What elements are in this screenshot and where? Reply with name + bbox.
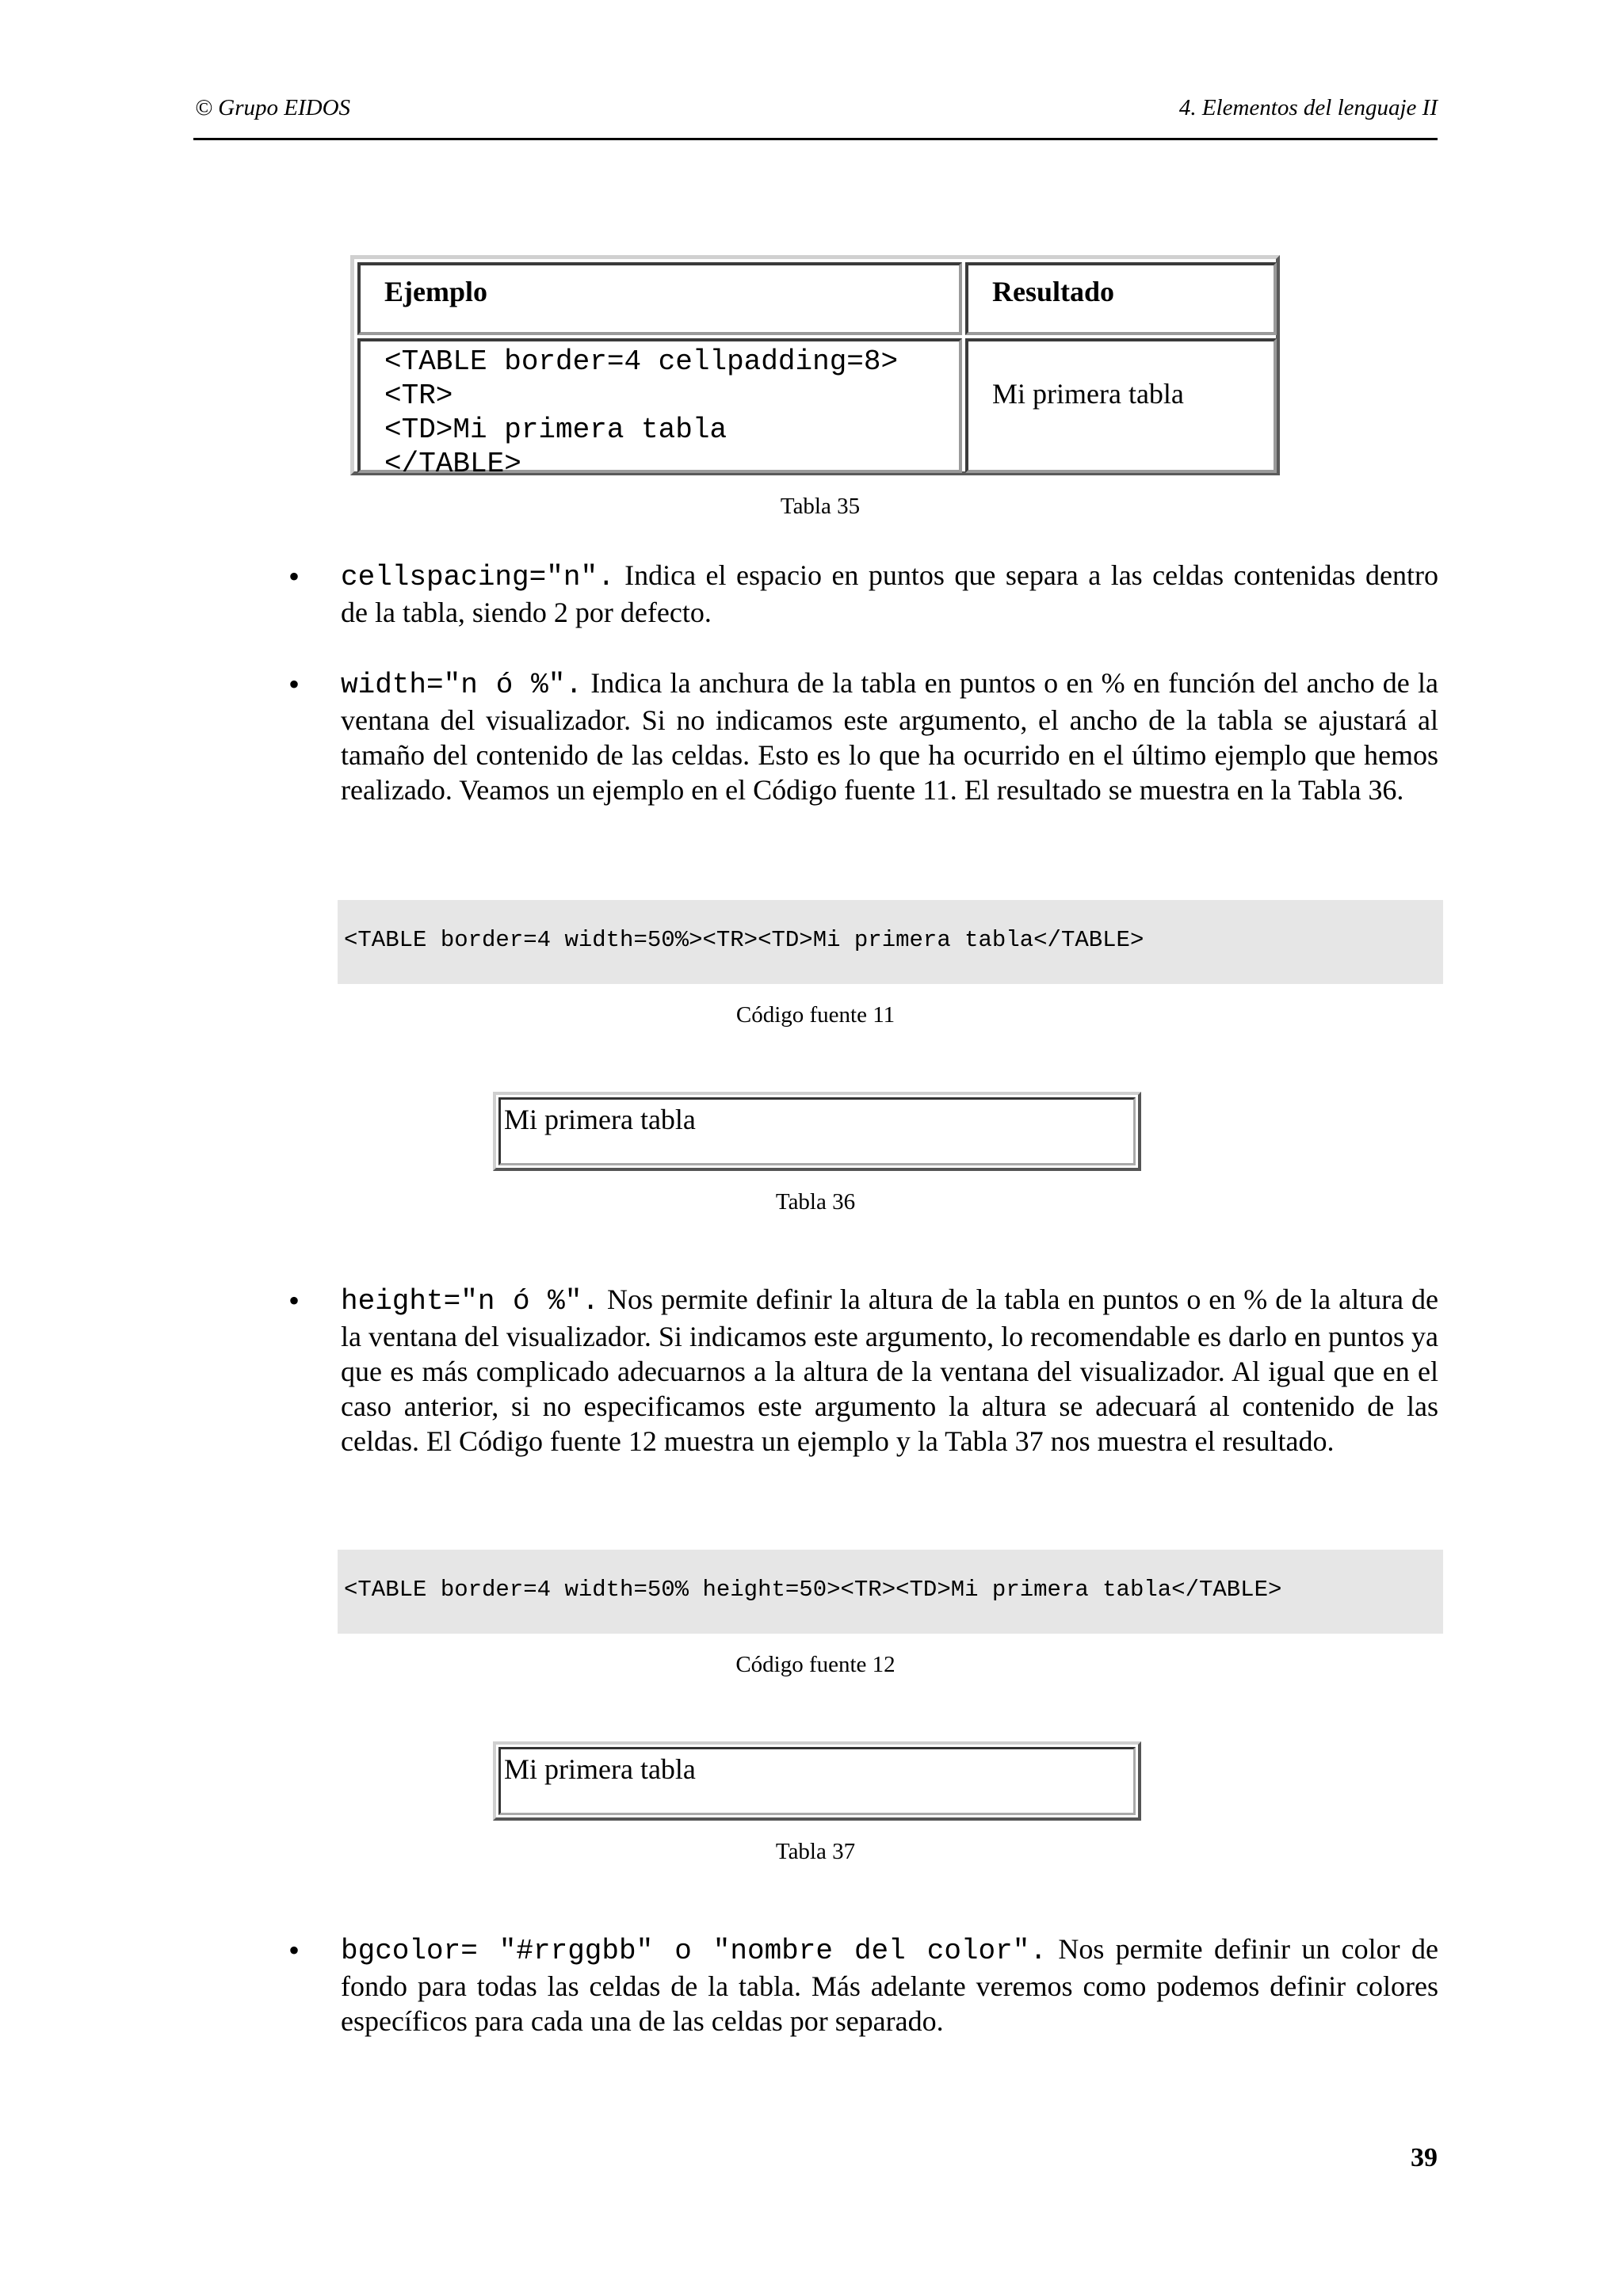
- bullet-icon: •: [288, 1932, 300, 1968]
- bullet-paragraph: [341, 1282, 1438, 1459]
- table-caption: Tabla 37: [775, 1839, 856, 1864]
- table-code-cell: [357, 338, 962, 480]
- result-table-37: [493, 1741, 1141, 1821]
- attribute-code: cellspacing="n".: [341, 561, 615, 593]
- running-header-right: 4. Elementos del lenguaje II: [1178, 95, 1438, 120]
- table-cell: Mi primera tabla: [498, 1747, 1136, 1815]
- running-header-left: © Grupo EIDOS: [195, 95, 351, 120]
- table-header-resultado: [965, 262, 1277, 335]
- header-rule: [193, 138, 1438, 140]
- table-caption: Tabla 36: [775, 1189, 856, 1215]
- code-caption: Código fuente 12: [735, 1652, 896, 1677]
- bullet-icon: •: [288, 666, 300, 702]
- code-block-12: [338, 1550, 1443, 1634]
- header-label: Resultado: [992, 276, 1115, 307]
- code-line: <TR>: [384, 379, 453, 412]
- code-line: <TABLE border=4 cellpadding=8>: [384, 345, 899, 378]
- code-line: </TABLE>: [384, 448, 521, 480]
- attribute-description: Indica el espacio en puntos que separa a las celdas contenidas dentro de la tabla, siendo 2 por defecto.: [341, 559, 1438, 628]
- code-lines: [361, 341, 959, 481]
- bullet-paragraph: [341, 558, 1438, 630]
- attribute-code: bgcolor= "#rrggbb" o "nombre del color".: [341, 1935, 1047, 1967]
- example-table-35: [350, 255, 1280, 480]
- code-text: <TABLE border=4 width=50%><TR><TD>Mi primera tabla</TABLE>: [344, 927, 1144, 953]
- table-cell: Mi primera tabla: [498, 1097, 1136, 1165]
- code-text: <TABLE border=4 width=50% height=50><TR><TD>Mi primera tabla</TABLE>: [344, 1577, 1282, 1603]
- bullet-icon: •: [288, 559, 300, 594]
- result-text: Mi primera tabla: [992, 378, 1184, 410]
- bullet-icon: •: [288, 1283, 300, 1318]
- attribute-code: width="n ó %".: [341, 669, 582, 701]
- code-line: <TD>Mi primera tabla: [384, 414, 727, 446]
- page-number: 39: [1411, 2143, 1438, 2172]
- attribute-description: Indica la anchura de la tabla en puntos o en % en función del ancho de la ventana del visualizador. Si no indicamos este argumento, el ancho de la tabla se ajustará al tamaño del contenido de las celdas. Esto es lo que ha ocurrido en el último ejemplo que hemos realizado. Veamos un ejemplo en el Código fuente 11. El resultado se muestra en la Tabla 36.: [341, 667, 1439, 806]
- result-table-36: [493, 1092, 1141, 1171]
- attribute-description: Nos permite definir la altura de la tabla en puntos o en % de la altura de la ventana del visualizador. Si indicamos este argumento, lo recomendable es darlo en puntos ya que es más complicado adecuarnos a la altura de la ventana del visualizador. Al igual que en el caso anterior, si no especificamos este argumento la altura se adecuará al contenido de las celdas. El Código fuente 12 muestra un ejemplo y la Tabla 37 nos muestra el resultado.: [341, 1283, 1438, 1457]
- attribute-description: Nos permite definir un color de fondo para todas las celdas de la tabla. Más adelante veremos como podemos definir colores específicos para cada una de las celdas por separado.: [341, 1933, 1438, 2037]
- bullet-paragraph: [341, 1932, 1438, 2039]
- code-caption: Código fuente 11: [735, 1002, 896, 1028]
- attribute-code: height="n ó %".: [341, 1285, 599, 1318]
- bullet-paragraph: [341, 666, 1438, 807]
- table-caption: Tabla 35: [780, 494, 861, 519]
- table-header-ejemplo: [357, 262, 962, 335]
- header-label: Ejemplo: [384, 276, 487, 307]
- table-result-cell: [965, 338, 1277, 473]
- code-block-11: [338, 900, 1443, 984]
